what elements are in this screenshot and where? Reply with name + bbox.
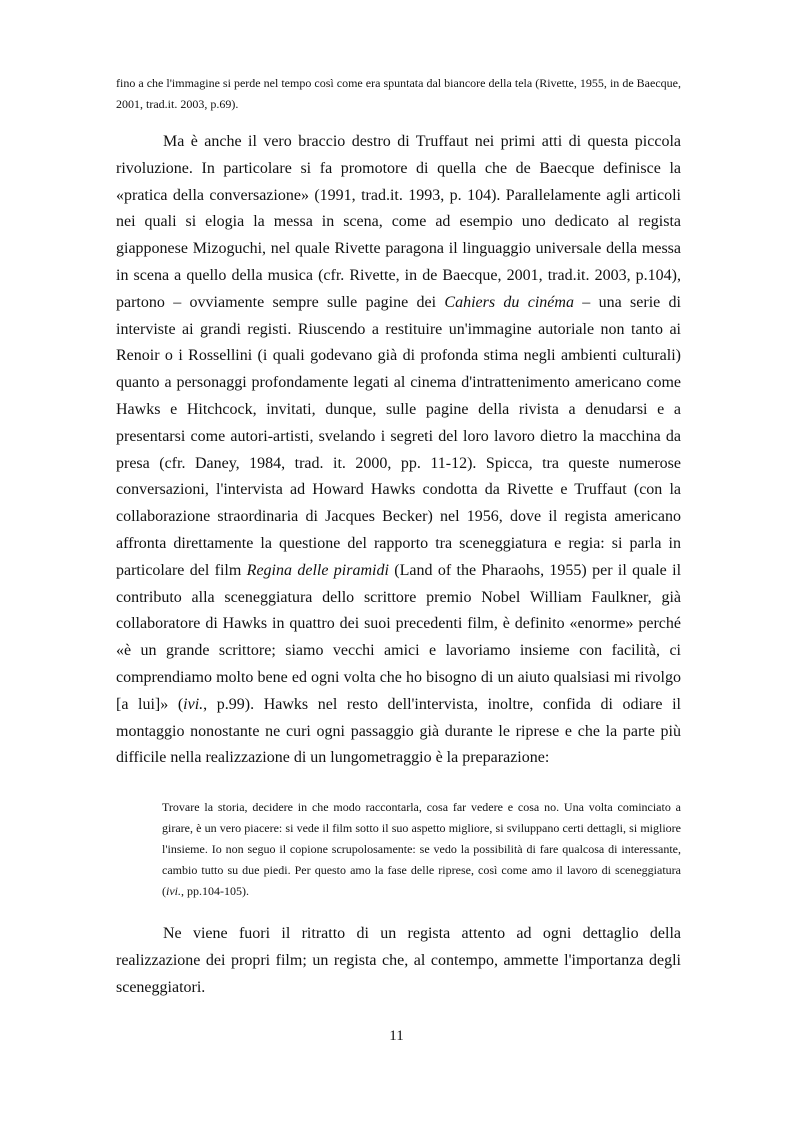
paragraph-text: Ma è anche il vero braccio destro di Truffaut nei primi atti di questa piccola rivoluzione. In particolare si fa promotore di quella che de Baecque definisce la «pratica della conversazione» (1991, trad.it. 1993, p. 104). Parallelamente agli articoli nei quali si elogia la messa in scena, come ad esempio uno dedicato al regista giapponese Mizoguchi, nel quale Rivette paragona il linguaggio universale della messa in scena a quello della musica (cfr. Rivette, in de Baecque, 2001, trad.it. 2003, p.104), partono – ovviamente sempre sulle pagine dei xyxy=(116,133,681,311)
page-number: 11 xyxy=(389,1028,404,1044)
journal-title: Cahiers du cinéma xyxy=(444,293,574,311)
continued-quotation: fino a che l'immagine si perde nel tempo così come era spuntata dal biancore della tela (Rivette, 1955, in de Baecque, 2001, trad.it. 2003, p.69). xyxy=(116,76,681,111)
body-paragraph: Ne viene fuori il ritratto di un regista attento ad ogni dettaglio della realizzazione dei propri film; un regista che, al contempo, ammette l'importanza degli sceneggiatori. xyxy=(116,925,681,996)
body-paragraph xyxy=(116,129,681,772)
quotation-text: , pp.104-105). xyxy=(181,884,249,898)
paragraph-text: , p.99). Hawks nel resto dell'intervista, inoltre, confida di odiare il montaggio nonostante ne curi ogni passaggio già durante le riprese e che la parte più difficile nella realizzazione di un lungometraggio è la preparazione: xyxy=(116,695,681,767)
block-quotation xyxy=(162,797,681,902)
citation-ivi: ivi. xyxy=(166,884,181,898)
paragraph-text: (Land of the Pharaohs, 1955) per il quale il contributo alla sceneggiatura dello scrittore premio Nobel William Faulkner, già collaboratore di Hawks in quattro dei suoi precedenti film, è definito «enorme» perché «è un grande scrittore; siamo vecchi amici e lavoriamo insieme con facilità, ci comprendiamo molto bene ed ogni volta che ho bisogno di un aiuto qualsiasi mi rivolgo [a lui]» ( xyxy=(116,561,682,713)
film-title: Regina delle piramidi xyxy=(246,561,389,579)
paragraph-text: – una serie di interviste ai grandi registi. Riuscendo a restituire un'immagine autoriale non tanto ai Renoir o i Rossellini (i quali godevano già di profonda stima negli ambienti culturali) quanto a personaggi profondamente legati al cinema d'intrattenimento americano come Hawks e Hitchcock, invitati, dunque, sulle pagine della rivista a denudarsi e a presentarsi come autori-artisti, svelando i segreti del loro lavoro dietro la macchina da presa (cfr. Daney, 1984, trad. it. 2000, pp. 11-12). Spicca, tra queste numerose conversazioni, l'intervista ad Howard Hawks condotta da Rivette e Truffaut (con la collaborazione straordinaria di Jacques Becker) nel 1956, dove il regista americano affronta direttamente la questione del rapporto tra sceneggiatura e regia: si parla in particolare del film xyxy=(116,293,682,579)
quotation-text: Trovare la storia, decidere in che modo raccontarla, cosa far vedere e cosa no. Una volta cominciato a girare, è un vero piacere: si vede il film sotto il suo aspetto migliore, si sviluppano certi dettagli, si migliore l'insieme. Io non seguo il copione scrupolosamente: se vedo la possibilità di fare qualcosa di interessante, cambio tutto su due piedi. Per questo amo la fase delle riprese, così come amo il lavoro di sceneggiatura ( xyxy=(162,800,681,898)
citation-ivi: ivi. xyxy=(183,695,204,713)
